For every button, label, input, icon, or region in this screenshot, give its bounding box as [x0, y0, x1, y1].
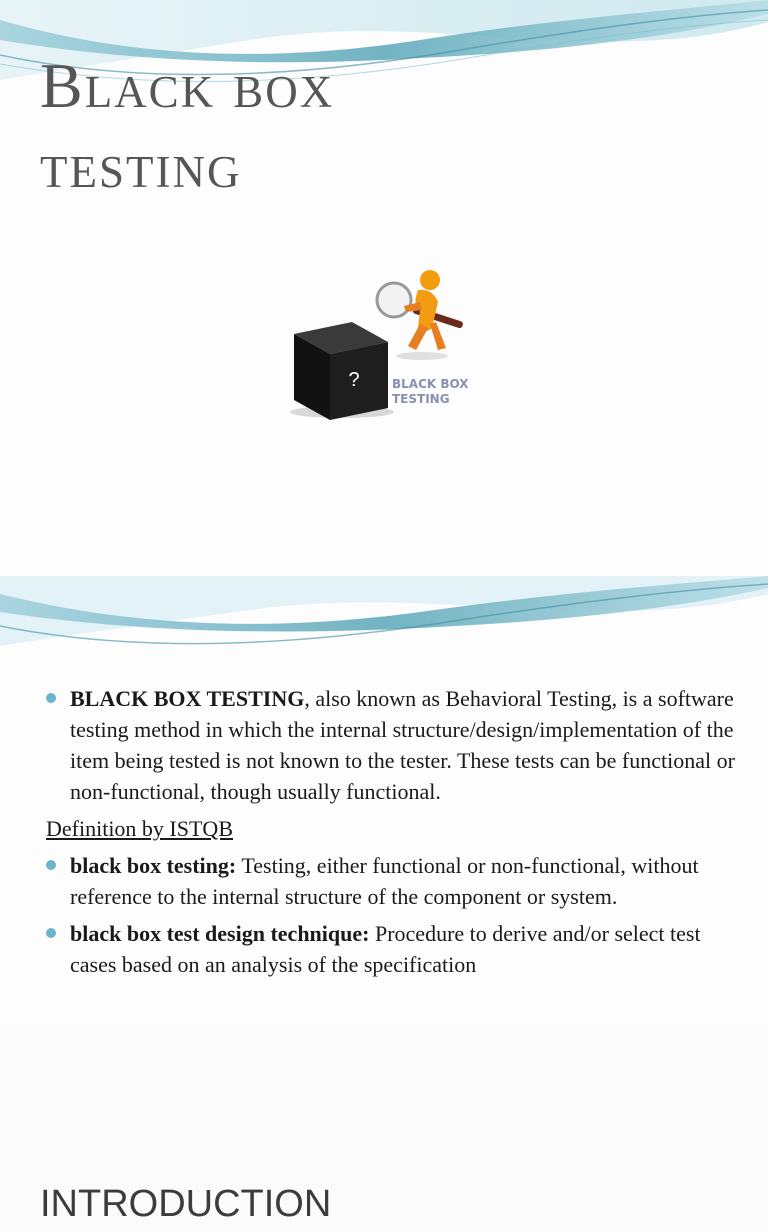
bullet-test-design-technique — [46, 918, 736, 980]
bullet-dot — [46, 693, 56, 703]
person-with-magnifier-icon — [377, 270, 464, 350]
image-caption-line-1: BLACK BOX — [392, 377, 469, 391]
title-line-2: testing — [40, 130, 242, 201]
bullet-bold-term: black box test design technique: — [70, 921, 370, 946]
bullet-black-box-testing — [46, 683, 736, 807]
bullet-text: , also known as Behavioral Testing, is a software testing method in which the internal structure/design/implementation of the item being tested is not known to the tester. These tests can be functional or non-functional, though usually functional. — [70, 686, 735, 804]
bullet-bold-term: BLACK BOX TESTING — [70, 686, 305, 711]
bullet-text: Testing, either functional or non-functional, without reference to the internal structure of the component or system. — [70, 853, 699, 909]
bullet-dot — [46, 860, 56, 870]
decorative-wave-header — [0, 576, 768, 666]
box-symbol: ? — [348, 369, 360, 391]
bullet-dot — [46, 928, 56, 938]
bullet-istqb-definition — [46, 850, 736, 912]
slide-title — [0, 0, 768, 576]
title-line-1: Black box — [40, 50, 335, 121]
slide-title-heading — [40, 46, 334, 206]
introduction-heading: INTRODUCTION — [40, 1183, 332, 1225]
image-caption-line-2: TESTING — [392, 392, 450, 406]
bullet-bold-term: black box testing: — [70, 853, 237, 878]
bullet-text: Procedure to derive and/or select test cases based on an analysis of the specification — [70, 921, 701, 977]
introduction-body — [46, 683, 736, 986]
black-box-illustration — [282, 262, 482, 427]
definition-heading: Definition by ISTQB — [46, 816, 233, 841]
